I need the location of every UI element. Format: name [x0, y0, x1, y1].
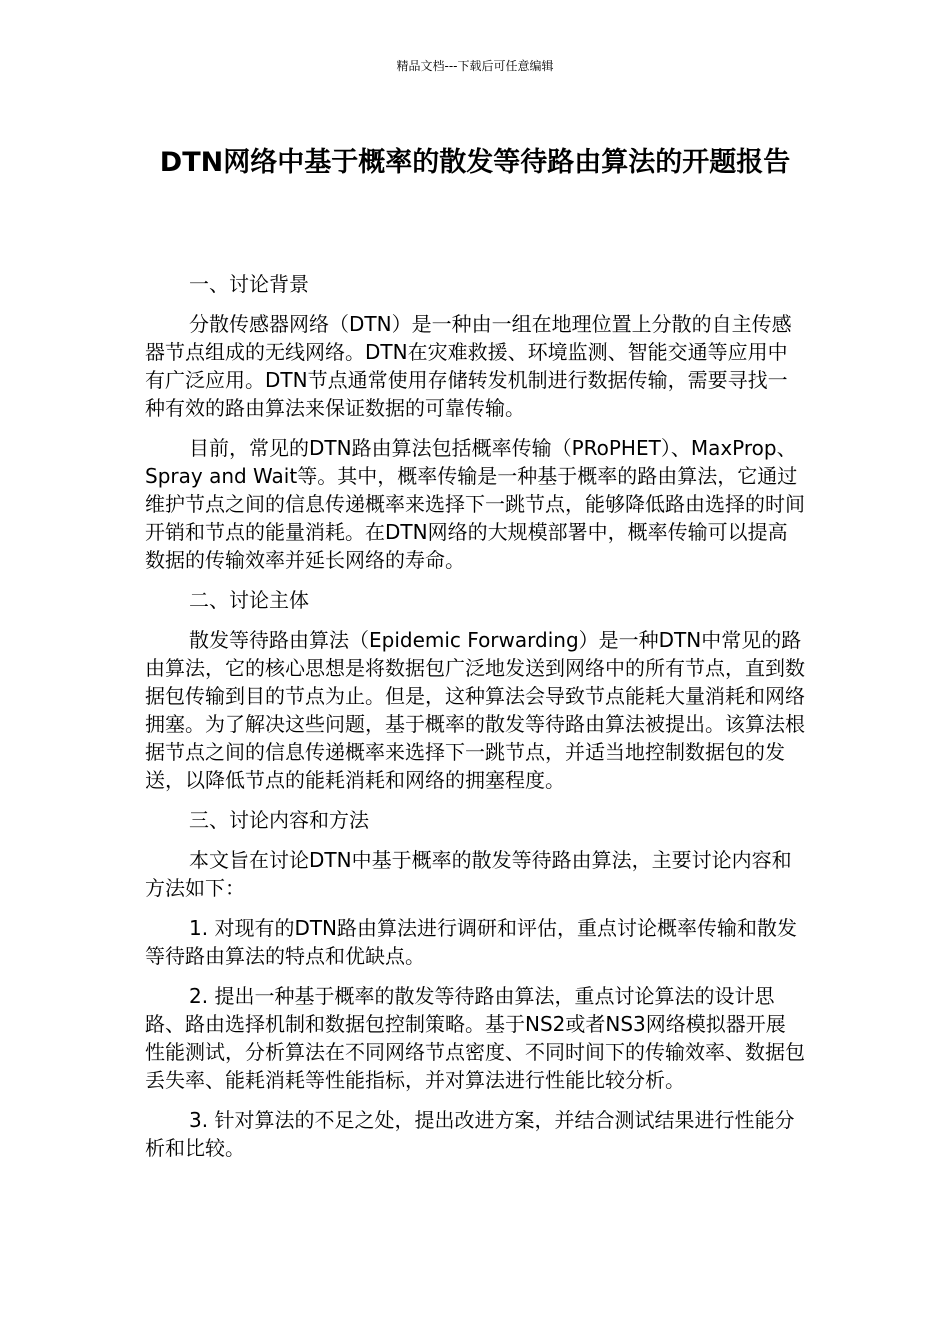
section-heading-main: 二、讨论主体	[189, 588, 309, 612]
list-item: 2. 提出一种基于概率的散发等待路由算法，重点讨论算法的设计思路、路由选择机制和数据包控制策略。基于NS2或者NS3网络模拟器开展性能测试，分析算法在不同网络节点密度、不同时间下的传输效率、数据包丢失率、能耗消耗等性能指标，并对算法进行性能比较分析。	[145, 984, 805, 1092]
paragraph: 分散传感器网络（DTN）是一种由一组在地理位置上分散的自主传感器节点组成的无线网络。DTN在灾难救援、环境监测、智能交通等应用中有广泛应用。DTN节点通常使用存储转发机制进行数据传输，需要寻找一种有效的路由算法来保证数据的可靠传输。	[145, 312, 792, 420]
header-note: 精品文档---下载后可任意编辑	[396, 59, 554, 73]
list-item: 1. 对现有的DTN路由算法进行调研和评估，重点讨论概率传输和散发等待路由算法的特点和优缺点。	[145, 916, 798, 968]
document-title: DTN网络中基于概率的散发等待路由算法的开题报告	[159, 147, 791, 178]
section-heading-content-methods: 三、讨论内容和方法	[189, 808, 369, 832]
paragraph: 散发等待路由算法（Epidemic Forwarding）是一种DTN中常见的路由算法，它的核心思想是将数据包广泛地发送到网络中的所有节点，直到数据包传输到目的节点为止。但是，这种算法会导致节点能耗大量消耗和网络拥塞。为了解决这些问题，基于概率的散发等待路由算法被提出。该算法根据节点之间的信息传递概率来选择下一跳节点，并适当地控制数据包的发送，以降低节点的能耗消耗和网络的拥塞程度。	[145, 628, 805, 792]
list-item: 3. 针对算法的不足之处，提出改进方案，并结合测试结果进行性能分析和比较。	[145, 1108, 795, 1160]
paragraph: 目前，常见的DTN路由算法包括概率传输（PRoPHET）、MaxProp、Spray and Wait等。其中，概率传输是一种基于概率的路由算法，它通过维护节点之间的信息传递概率来选择下一跳节点，能够降低路由选择的时间开销和节点的能量消耗。在DTN网络的大规模部署中，概率传输可以提高数据的传输效率并延长网络的寿命。	[145, 436, 805, 572]
section-heading-background: 一、讨论背景	[189, 272, 309, 296]
paragraph: 本文旨在讨论DTN中基于概率的散发等待路由算法，主要讨论内容和方法如下：	[145, 848, 792, 900]
document-body	[145, 270, 805, 1174]
